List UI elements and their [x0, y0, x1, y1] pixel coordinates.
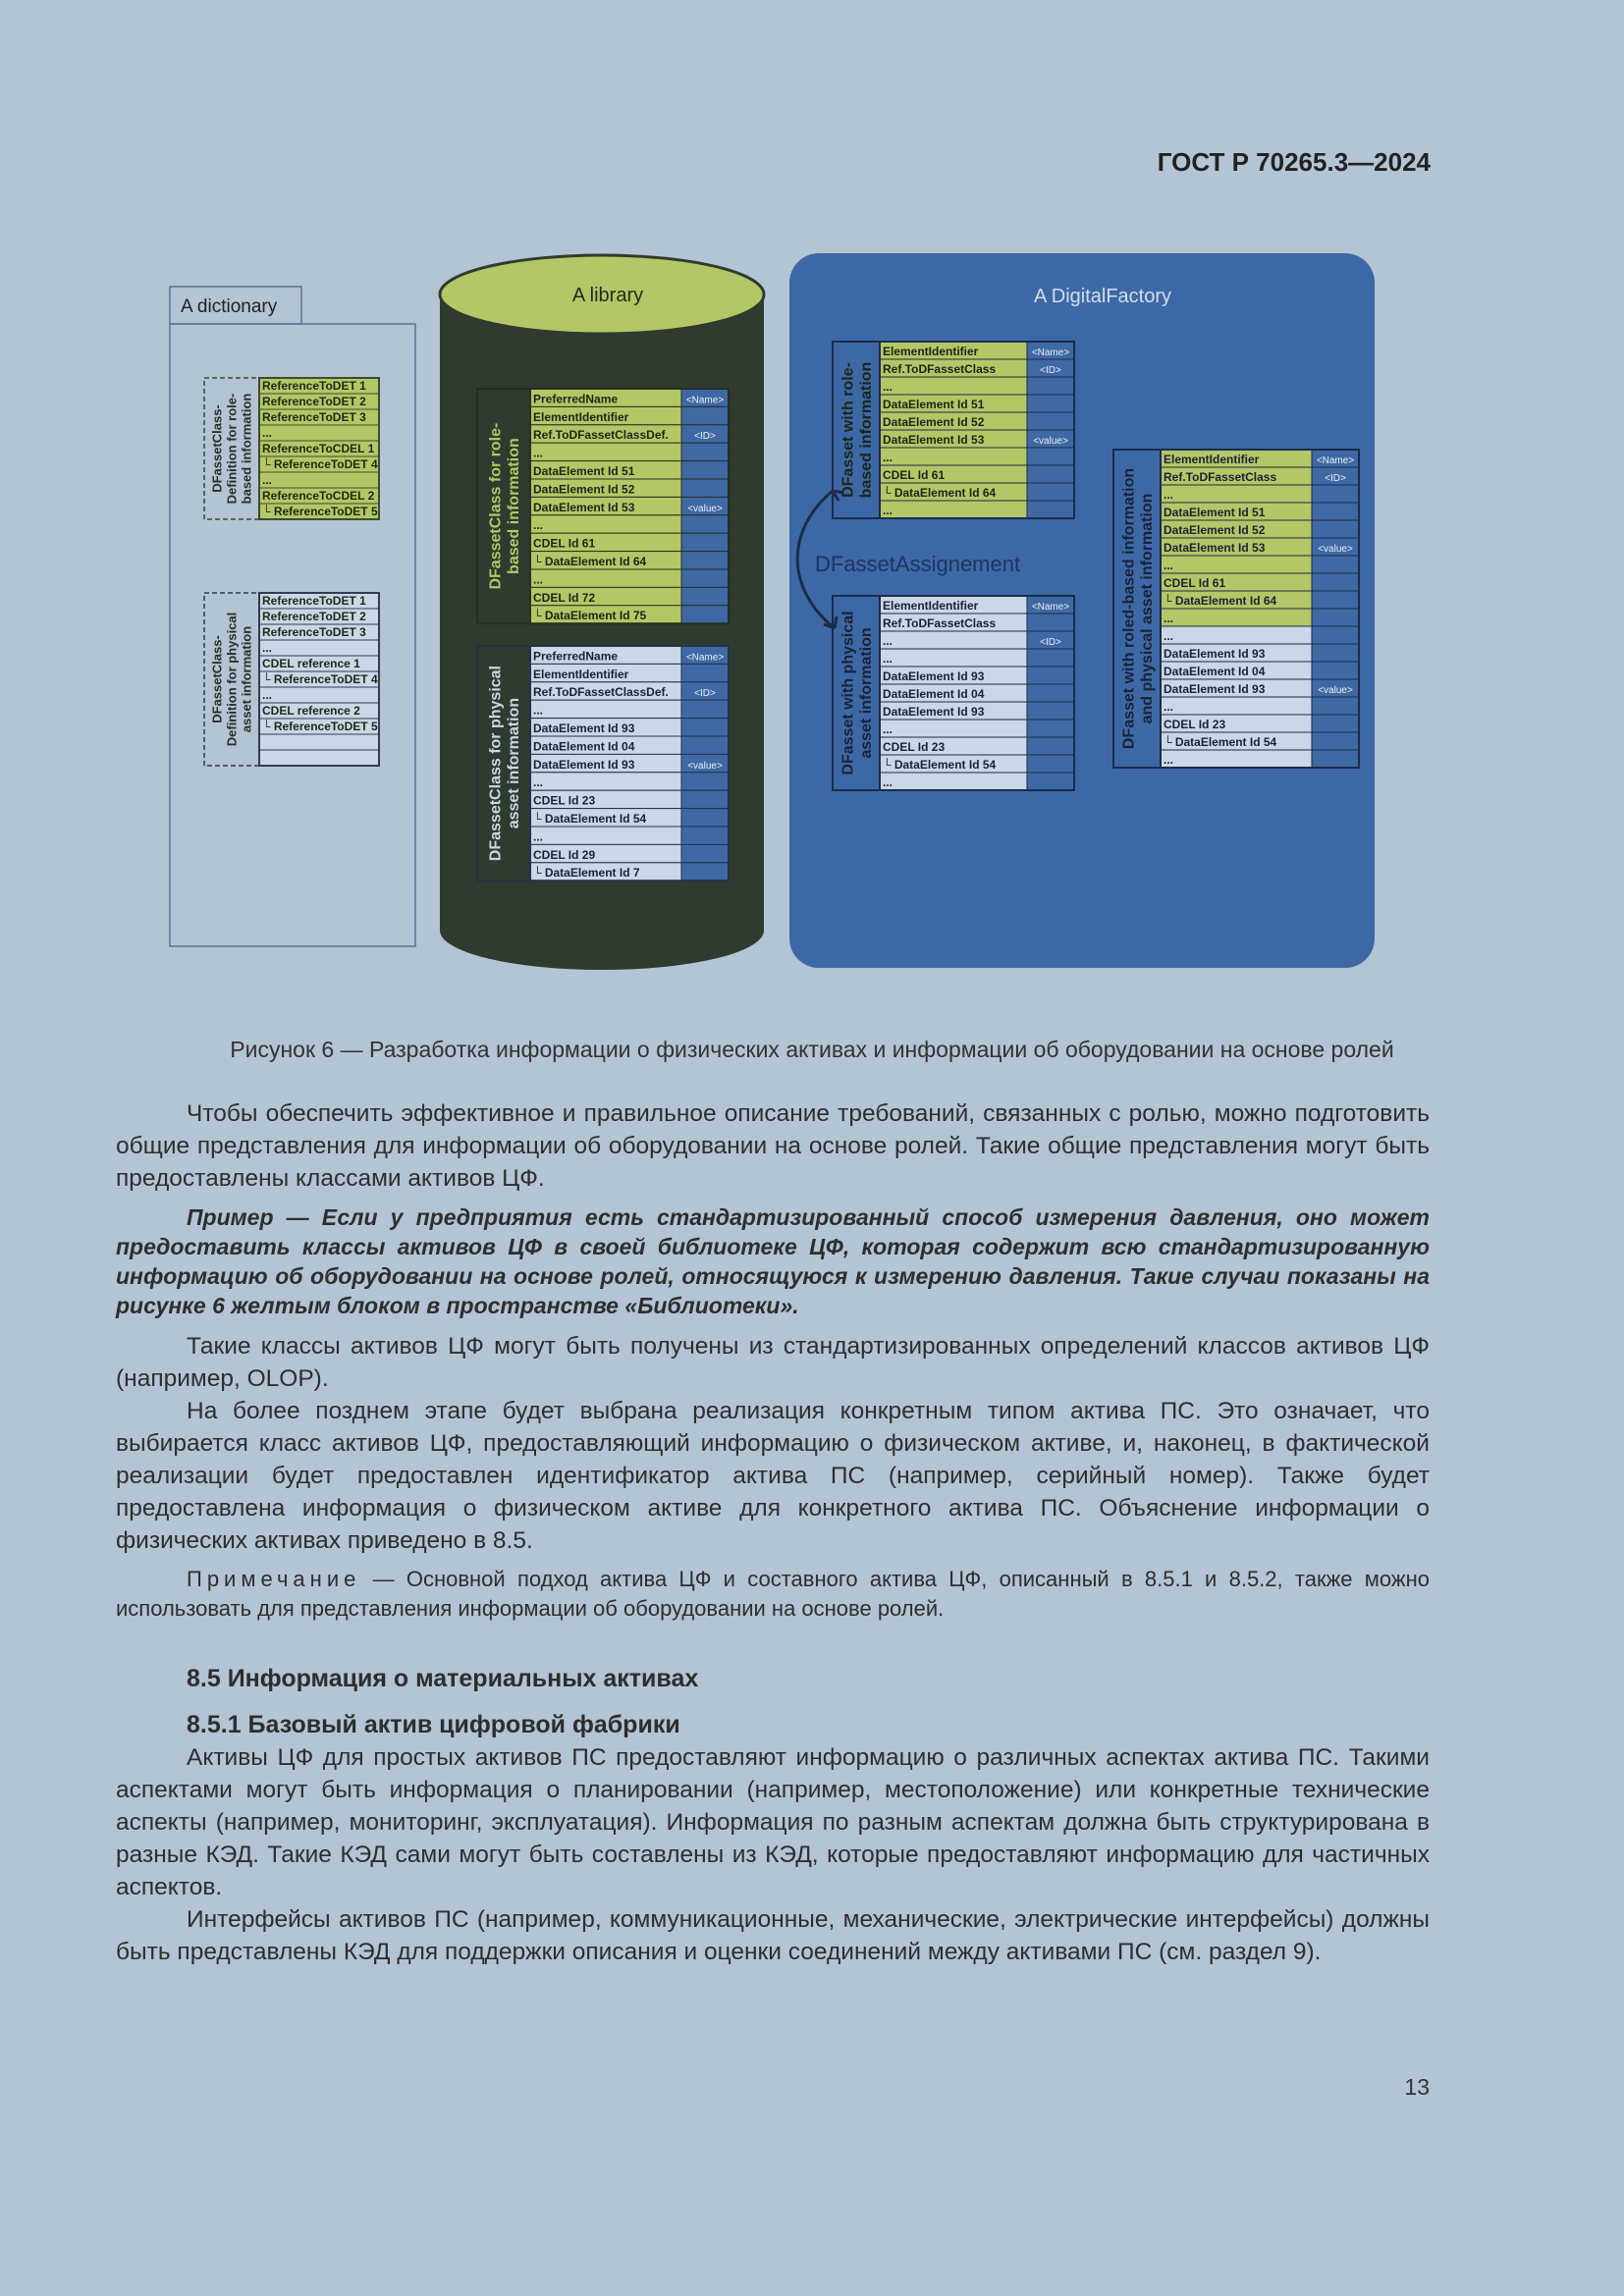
row-label: ReferenceToDET 1 [262, 594, 366, 608]
row-label: ... [1164, 488, 1174, 502]
row-label: ... [262, 641, 273, 655]
row-label: ... [262, 473, 273, 487]
row-label: DataElement Id 93 [1164, 647, 1266, 661]
row-label: CDEL Id 23 [533, 793, 596, 808]
dictionary-tab-label: A dictionary [181, 296, 278, 317]
row-label: DataElement Id 93 [533, 757, 635, 772]
row-label: DataElement Id 93 [883, 669, 985, 683]
row-label: └ ReferenceToDET 4 [262, 457, 378, 471]
value-label: <Name> [1031, 347, 1070, 358]
value-cell [681, 773, 729, 790]
class-label-line: asset information [505, 697, 522, 829]
row-label: CDEL reference 2 [262, 704, 360, 718]
row-label: DataElement Id 52 [1164, 523, 1266, 537]
value-label: <value> [1033, 436, 1068, 447]
row-label: ... [1164, 612, 1174, 625]
class-label-line: DFassetClass for physical [487, 665, 505, 862]
row-label: └ DataElement Id 54 [883, 758, 997, 772]
value-cell [1027, 773, 1074, 790]
row-label: ... [883, 451, 893, 464]
example-paragraph: Пример — Если у предприятия есть стандартизированный способ измерения давления, оно может предоставить классы активов ЦФ в своей библиотеке ЦФ, которая содержит всю стандартизированную информацию об оборудовании на основе ролей, относящуюся к измерению давления. Такие случаи показаны на рисунке 6 желтым блоком в пространстве «Библиотеки». [116, 1204, 1430, 1318]
value-cell [1312, 732, 1359, 750]
row-label: PreferredName [533, 649, 619, 664]
class-label-line: Definition for physical [224, 612, 240, 747]
value-cell [1027, 667, 1074, 684]
value-cell [1312, 609, 1359, 626]
row-label: ReferenceToDET 3 [262, 410, 366, 424]
value-cell [681, 700, 729, 718]
value-label: <value> [687, 503, 723, 514]
note-paragraph [116, 1565, 1430, 1624]
row-label: └ DataElement Id 64 [883, 486, 997, 500]
value-cell [681, 863, 729, 881]
row-label: └ ReferenceToDET 5 [262, 505, 378, 518]
library-title: A library [571, 285, 644, 306]
value-cell [681, 809, 729, 827]
table-row [1161, 750, 1312, 768]
row-label: CDEL Id 61 [533, 536, 596, 551]
table-row [1161, 485, 1312, 503]
value-cell [1312, 556, 1359, 573]
value-cell [681, 406, 729, 424]
value-cell [1312, 715, 1359, 732]
figure-caption: Рисунок 6 — Разработка информации о физических активах и информации об оборудовании на основе ролей [230, 1037, 1394, 1062]
row-label: ... [1164, 559, 1174, 572]
value-label: <ID> [694, 431, 716, 443]
table-row [1161, 697, 1312, 715]
class-label-line: DFasset with roled-based information [1120, 467, 1138, 750]
value-cell [1027, 737, 1074, 755]
row-label: CDEL Id 23 [883, 740, 946, 754]
value-cell [1312, 485, 1359, 503]
row-label: DataElement Id 51 [883, 398, 985, 411]
row-label: Ref.ToDFassetClass [1164, 470, 1277, 484]
factory-asset-combined [1113, 450, 1359, 768]
body-text [116, 1097, 1430, 1968]
row-label: ElementIdentifier [883, 599, 979, 613]
value-cell [1027, 755, 1074, 773]
value-cell [681, 552, 729, 569]
table-row [530, 700, 681, 718]
value-cell [681, 790, 729, 808]
class-label-line: DFassetClass for role- [487, 422, 505, 590]
value-cell [681, 736, 729, 754]
class-label-line: DFasset with role- [839, 362, 857, 498]
row-label: ElementIdentifier [533, 667, 629, 681]
class-label-line: DFasset with physical [839, 611, 857, 775]
row-label: DataElement Id 04 [533, 739, 635, 754]
row-label: DataElement Id 53 [1164, 541, 1266, 555]
value-cell [1312, 520, 1359, 538]
row-label: └ ReferenceToDET 5 [262, 720, 378, 733]
row-label: ... [533, 703, 544, 718]
value-cell [1312, 591, 1359, 609]
row-label: ... [883, 722, 893, 736]
table-row [259, 750, 379, 766]
row-label: DataElement Id 04 [883, 687, 985, 701]
value-cell [681, 719, 729, 736]
class-label-line: Definition for role- [224, 393, 240, 505]
value-cell [681, 664, 729, 681]
row-label: DataElement Id 51 [1164, 506, 1266, 519]
class-label-line: based information [239, 393, 254, 505]
table-row [880, 773, 1027, 790]
row-label: Ref.ToDFassetClassDef. [533, 428, 669, 443]
value-label: <ID> [694, 688, 716, 700]
value-cell [1312, 644, 1359, 662]
value-label: <ID> [1040, 637, 1061, 648]
table-row [880, 377, 1027, 395]
paragraph-5: Интерфейсы активов ПС (например, коммуникационные, механические, электрические интерфейсы) должны быть представлены КЭД для поддержки описания и оценки соединений между активами ПС (см. раздел 9). [116, 1906, 1430, 1965]
value-label: <ID> [1040, 365, 1061, 376]
table-row [1161, 609, 1312, 626]
value-cell [681, 827, 729, 844]
row-label: ... [533, 775, 544, 790]
value-cell [1027, 649, 1074, 667]
paragraph-2: Такие классы активов ЦФ могут быть получены из стандартизированных определений классов активов ЦФ (например, OLOP). [116, 1333, 1430, 1392]
row-label: └ DataElement Id 7 [533, 866, 640, 881]
row-label: └ DataElement Id 64 [1164, 594, 1277, 608]
value-cell [681, 515, 729, 533]
row-label: ... [883, 652, 893, 666]
value-cell [1027, 465, 1074, 483]
value-cell [1312, 662, 1359, 679]
value-label: <Name> [685, 395, 725, 406]
table-row [880, 631, 1027, 649]
value-cell [1312, 626, 1359, 644]
value-label: <value> [1318, 685, 1353, 696]
row-label: DataElement Id 52 [533, 482, 635, 497]
row-label: DataElement Id 93 [883, 705, 985, 719]
value-cell [681, 461, 729, 479]
table-row [259, 687, 379, 703]
class-label-line: and physical asset information [1138, 493, 1156, 724]
row-label: └ DataElement Id 64 [533, 555, 647, 568]
class-label-line: asset information [857, 627, 875, 759]
row-label: ... [883, 634, 893, 648]
value-cell [681, 443, 729, 460]
document-id: ГОСТ Р 70265.3—2024 [1157, 147, 1431, 177]
row-label: ElementIdentifier [533, 409, 629, 424]
value-cell [1027, 720, 1074, 737]
value-cell [1312, 697, 1359, 715]
value-label: <value> [687, 760, 723, 772]
table-row [530, 827, 681, 844]
value-cell [681, 479, 729, 497]
row-label: ReferenceToCDEL 1 [262, 442, 375, 455]
subsection-heading: 8.5.1 Базовый актив цифровой фабрики [187, 1711, 680, 1738]
row-label: ElementIdentifier [1164, 453, 1260, 466]
row-label: ... [533, 518, 544, 533]
value-label: <Name> [685, 652, 725, 664]
row-label: ... [1164, 700, 1174, 714]
value-cell [1027, 501, 1074, 518]
row-label: ... [883, 775, 893, 789]
class-label-line: based information [505, 438, 522, 574]
row-label: CDEL Id 29 [533, 847, 596, 862]
row-label: ReferenceToDET 3 [262, 625, 366, 639]
table-row [530, 773, 681, 790]
value-label: <ID> [1325, 473, 1346, 484]
row-label: └ DataElement Id 75 [533, 609, 647, 623]
factory-title: A DigitalFactory [1033, 286, 1172, 307]
table-row [880, 448, 1027, 465]
section-heading: 8.5 Информация о материальных активах [187, 1665, 699, 1692]
dictionary-class-physical [204, 593, 379, 766]
note-label: Примечание [187, 1567, 361, 1591]
row-label: Ref.ToDFassetClass [883, 362, 997, 376]
table-row [259, 640, 379, 656]
value-cell [681, 533, 729, 551]
paragraph-3: На более позднем этапе будет выбрана реализация конкретным типом актива ПС. Это означает, что выбирается класс активов ЦФ, предоставляющий информацию о физическом активе, и, наконец, в фактической реализации будет предоставлен идентификатор актива ПС (например, серийный номер). Также будет предоставлена информация о физическом активе для конкретного актива ПС. Объяснение информации о физических активах приведено в 8.5. [116, 1398, 1430, 1554]
row-label: DataElement Id 53 [533, 500, 635, 514]
value-label: <Name> [1316, 455, 1355, 466]
value-cell [1027, 614, 1074, 631]
value-cell [1312, 573, 1359, 591]
row-label: CDEL Id 72 [533, 590, 596, 605]
row-label: └ DataElement Id 54 [533, 812, 647, 826]
table-row [259, 472, 379, 488]
figure-6 [0, 0, 1624, 1001]
value-cell [681, 606, 729, 623]
row-label: DataElement Id 51 [533, 464, 635, 478]
table-row [880, 720, 1027, 737]
row-label: ... [883, 504, 893, 517]
class-label-line: DFassetClass- [209, 404, 225, 493]
row-label: ... [262, 426, 273, 440]
row-label: CDEL reference 1 [262, 657, 360, 670]
paragraph-1: Чтобы обеспечить эффективное и правильное описание требований, связанных с ролью, можно подготовить общие представления для информации об оборудовании на основе ролей. Такие общие представления могут быть предоставлены классами активов ЦФ. [116, 1100, 1430, 1192]
note-text: — Основной подход актива ЦФ и составного актива ЦФ, описанный в 8.5.1 и 8.5.2, также можно использовать для представления информации об оборудовании на основе ролей. [116, 1567, 1430, 1621]
row-label: ElementIdentifier [883, 345, 979, 358]
table-row [1161, 556, 1312, 573]
value-label: <Name> [1031, 602, 1070, 613]
library-cylinder [440, 255, 764, 970]
row-label: CDEL Id 23 [1164, 718, 1226, 731]
row-label: ... [533, 572, 544, 587]
row-label: DataElement Id 93 [1164, 682, 1266, 696]
value-cell [1027, 395, 1074, 412]
dictionary-class-role [204, 378, 379, 519]
digital-factory-panel [789, 253, 1375, 968]
value-cell [1027, 412, 1074, 430]
value-cell [1027, 684, 1074, 702]
row-label: ReferenceToDET 2 [262, 610, 366, 623]
page-number: 13 [1404, 2074, 1430, 2100]
row-label: ... [533, 446, 544, 460]
row-label: DataElement Id 53 [883, 433, 985, 447]
row-label: ... [1164, 629, 1174, 643]
row-label: ReferenceToDET 1 [262, 379, 366, 393]
row-label: ... [262, 688, 273, 702]
row-label: ... [1164, 753, 1174, 767]
table-row [259, 425, 379, 441]
row-label: ... [883, 380, 893, 394]
class-label-line: asset information [239, 625, 254, 733]
row-label: CDEL Id 61 [1164, 576, 1226, 590]
row-label: DataElement Id 04 [1164, 665, 1266, 678]
row-label: ReferenceToDET 2 [262, 395, 366, 408]
value-cell [1027, 702, 1074, 720]
dictionary-panel [170, 287, 415, 946]
value-cell [681, 569, 729, 587]
assignment-label: DFassetAssignement [815, 552, 1021, 576]
row-label: CDEL Id 61 [883, 468, 946, 482]
value-cell [1027, 483, 1074, 501]
table-row [880, 501, 1027, 518]
row-label: └ DataElement Id 54 [1164, 735, 1277, 749]
table-row [530, 569, 681, 587]
value-cell [681, 844, 729, 862]
table-row [880, 649, 1027, 667]
table-row [530, 515, 681, 533]
row-label: ReferenceToCDEL 2 [262, 489, 375, 503]
class-label-line: DFassetClass- [209, 635, 225, 723]
value-cell [681, 587, 729, 605]
row-label: Ref.ToDFassetClass [883, 616, 997, 630]
table-row [1161, 626, 1312, 644]
value-cell [1312, 503, 1359, 520]
row-label: DataElement Id 93 [533, 721, 635, 735]
table-row [259, 734, 379, 750]
paragraph-4: Активы ЦФ для простых активов ПС предоставляют информацию о различных аспектах актива ПС. Такими аспектами могут быть информация о планировании (например, местоположение) или конкретные технические аспекты (например, мониторинг, эксплуатация). Информация по разным аспектам должна быть структурирована в разные КЭД. Такие КЭД сами могут быть составлены из КЭД, которые предоставляют информацию для частичных аспектов. [116, 1744, 1430, 1900]
value-cell [1027, 377, 1074, 395]
row-label: └ ReferenceToDET 4 [262, 672, 378, 686]
factory-asset-role [833, 342, 1074, 518]
value-label: <value> [1318, 544, 1353, 555]
row-label: PreferredName [533, 392, 619, 406]
row-label: Ref.ToDFassetClassDef. [533, 685, 669, 700]
class-label-line: based information [857, 361, 875, 499]
row-label: ... [533, 829, 544, 844]
value-cell [1027, 448, 1074, 465]
row-label: DataElement Id 52 [883, 415, 985, 429]
table-row [530, 443, 681, 460]
value-cell [1312, 750, 1359, 768]
